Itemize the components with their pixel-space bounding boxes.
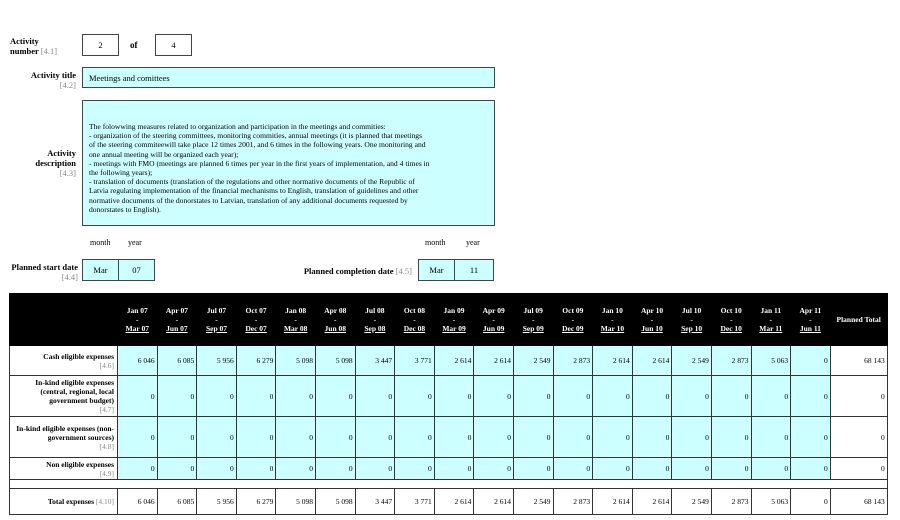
row-label xyxy=(10,458,118,480)
row-label-ref: [4.7] xyxy=(99,405,114,414)
period-header xyxy=(593,294,633,346)
value-cell[interactable]: 2 614 xyxy=(593,346,633,376)
row-label-text: Total expenses xyxy=(47,497,94,506)
period-end: Mar 11 xyxy=(759,324,783,333)
description-line: normative documents of the donorstates to Latvian, translation of any additional documents requested by xyxy=(89,195,408,205)
row-label-text: In-kind eligible expenses (central, regional, local government budget) xyxy=(35,378,114,405)
activity-description-ref: [4.3] xyxy=(59,168,76,178)
value-cell: 2 549 xyxy=(672,489,712,515)
period-start: Jan 09 xyxy=(443,306,465,315)
value-cell: 2 873 xyxy=(711,489,751,515)
value-cell[interactable]: 0 xyxy=(791,417,831,458)
period-end: Sep 08 xyxy=(364,324,386,333)
period-start: Jul 07 xyxy=(206,306,227,315)
row-total-cell: 68 143 xyxy=(830,346,887,376)
value-cell[interactable]: 2 549 xyxy=(672,346,712,376)
spacer-cell xyxy=(10,480,888,489)
completion-year-header: year xyxy=(466,238,480,247)
value-cell[interactable]: 0 xyxy=(751,458,791,480)
activity-number-ref: [4.1] xyxy=(40,46,58,56)
description-line: one annual meeting will be organized each year); xyxy=(89,149,239,159)
period-start: Oct 08 xyxy=(403,306,425,315)
value-cell: 2 614 xyxy=(632,489,672,515)
row-label xyxy=(10,376,118,417)
period-end: Jun 09 xyxy=(482,324,505,333)
value-cell[interactable]: 0 xyxy=(434,458,474,480)
activity-number-total[interactable]: 4 xyxy=(155,34,192,56)
period-separator: - xyxy=(254,315,258,324)
value-cell[interactable]: 0 xyxy=(672,376,712,417)
period-start: Jul 10 xyxy=(681,306,702,315)
value-cell: 6 085 xyxy=(157,489,197,515)
row-label-ref: [4.10] xyxy=(95,497,114,506)
spacer-row xyxy=(10,480,888,489)
planned-completion-month[interactable]: Mar xyxy=(418,259,455,281)
row-label-ref: [4.9] xyxy=(99,468,114,478)
value-cell[interactable]: 3 447 xyxy=(355,346,395,376)
planned-total-header: Planned Total xyxy=(830,294,887,346)
activity-number-label: Activity number [4.1] xyxy=(10,36,58,56)
value-cell[interactable]: 6 279 xyxy=(236,346,276,376)
value-cell[interactable]: 0 xyxy=(791,346,831,376)
planned-completion-ref: [4.5] xyxy=(395,266,412,276)
planned-start-ref: [4.4] xyxy=(61,272,78,282)
value-cell[interactable]: 0 xyxy=(197,458,237,480)
row-total-cell: 68 143 xyxy=(830,489,887,515)
value-cell[interactable]: 0 xyxy=(236,458,276,480)
value-cell[interactable]: 0 xyxy=(553,417,593,458)
value-cell[interactable]: 0 xyxy=(434,376,474,417)
expense-row xyxy=(10,417,888,458)
period-header xyxy=(672,294,712,346)
value-cell[interactable]: 0 xyxy=(276,458,316,480)
value-cell[interactable]: 0 xyxy=(197,376,237,417)
value-cell[interactable]: 5 063 xyxy=(751,346,791,376)
description-line: - organization of the steering committees, monitoring commities, annual meetings (it is planned that meetings xyxy=(89,131,423,141)
period-start: Apr 10 xyxy=(640,306,664,315)
description-text xyxy=(89,122,489,214)
value-cell[interactable]: 2 549 xyxy=(513,346,553,376)
period-end: Jun 10 xyxy=(641,324,663,333)
period-separator: - xyxy=(215,315,218,324)
period-start: Jul 08 xyxy=(365,306,385,315)
period-end: Mar 10 xyxy=(600,324,625,333)
value-cell[interactable]: 0 xyxy=(711,458,751,480)
period-header xyxy=(236,294,276,346)
value-cell[interactable]: 0 xyxy=(593,458,633,480)
activity-title-label: Activity title [4.2] xyxy=(30,70,76,90)
value-cell[interactable]: 0 xyxy=(632,376,672,417)
value-cell[interactable]: 0 xyxy=(632,458,672,480)
period-start: Oct 10 xyxy=(720,306,742,315)
value-cell[interactable]: 0 xyxy=(672,458,712,480)
period-separator: - xyxy=(294,315,297,324)
value-cell: 2 614 xyxy=(474,489,514,515)
value-cell: 5 956 xyxy=(197,489,237,515)
value-cell[interactable]: 0 xyxy=(593,376,633,417)
value-cell[interactable]: 0 xyxy=(632,417,672,458)
period-separator: - xyxy=(571,315,575,324)
period-end: Dec 07 xyxy=(245,324,267,333)
period-separator: - xyxy=(136,315,139,324)
value-cell[interactable]: 0 xyxy=(711,417,751,458)
value-cell: 5 098 xyxy=(315,489,355,515)
row-label-ref: [4.6] xyxy=(99,360,114,370)
value-cell[interactable]: 0 xyxy=(157,458,197,480)
row-total-cell: 0 xyxy=(830,417,887,458)
activity-description-label: Activity description [4.3] xyxy=(35,148,76,178)
value-cell[interactable]: 5 098 xyxy=(276,346,316,376)
expense-row xyxy=(10,346,888,376)
period-start: Jan 07 xyxy=(126,306,148,315)
period-header xyxy=(751,294,791,346)
planned-start-label: Planned start date [4.4] xyxy=(11,262,78,282)
value-cell[interactable]: 0 xyxy=(513,458,553,480)
value-cell[interactable]: 6 085 xyxy=(157,346,197,376)
period-header xyxy=(118,294,158,346)
value-cell: 2 614 xyxy=(593,489,633,515)
row-label xyxy=(10,417,118,458)
value-cell[interactable]: 0 xyxy=(355,417,395,458)
period-header xyxy=(791,294,831,346)
value-cell[interactable]: 0 xyxy=(118,376,158,417)
period-separator: - xyxy=(531,315,535,324)
period-end: Jun 08 xyxy=(324,324,346,333)
period-header xyxy=(434,294,474,346)
row-total-cell: 0 xyxy=(830,376,887,417)
row-label-text: Cash eligible expenses xyxy=(43,351,114,361)
activity-number-of: of xyxy=(130,40,138,50)
value-cell: 6 279 xyxy=(236,489,276,515)
period-header xyxy=(315,294,355,346)
planned-completion-year[interactable]: 11 xyxy=(454,259,494,281)
period-end: Jun 07 xyxy=(166,324,188,333)
value-cell[interactable]: 0 xyxy=(315,417,355,458)
value-cell[interactable]: 2 873 xyxy=(711,346,751,376)
period-header xyxy=(355,294,395,346)
value-cell[interactable]: 0 xyxy=(474,376,514,417)
value-cell[interactable]: 0 xyxy=(315,458,355,480)
value-cell[interactable]: 0 xyxy=(672,417,712,458)
value-cell[interactable]: 0 xyxy=(395,458,435,480)
value-cell[interactable]: 0 xyxy=(751,417,791,458)
value-cell[interactable]: 0 xyxy=(197,417,237,458)
value-cell[interactable]: 0 xyxy=(157,376,197,417)
start-year-header: year xyxy=(128,238,142,247)
completion-month-header: month xyxy=(425,238,446,247)
period-separator: - xyxy=(373,315,377,324)
description-line: The folowwing measures related to organization and participation in the meetings and commities: xyxy=(89,122,386,131)
value-cell[interactable]: 0 xyxy=(791,458,831,480)
period-start: Oct 09 xyxy=(562,306,584,315)
value-cell[interactable]: 0 xyxy=(711,376,751,417)
period-header xyxy=(395,294,435,346)
value-cell: 5 098 xyxy=(276,489,316,515)
expense-row xyxy=(10,376,888,417)
value-cell[interactable]: 0 xyxy=(593,417,633,458)
period-separator: - xyxy=(452,315,456,324)
period-start: Jan 10 xyxy=(601,306,623,315)
value-cell[interactable]: 2 614 xyxy=(434,346,474,376)
period-end: Dec 10 xyxy=(720,324,742,333)
description-line: Latvia regulating implementation of the financial mechanisms to English, translation of guidelines and other xyxy=(89,186,419,196)
value-cell[interactable]: 2 614 xyxy=(474,346,514,376)
period-separator: - xyxy=(492,315,495,324)
header-corner xyxy=(10,294,118,346)
value-cell: 5 063 xyxy=(751,489,791,515)
period-header xyxy=(157,294,197,346)
period-end: Dec 08 xyxy=(403,324,426,333)
period-separator: - xyxy=(769,315,773,324)
period-separator: - xyxy=(809,315,812,324)
value-cell[interactable]: 0 xyxy=(513,417,553,458)
period-header xyxy=(513,294,553,346)
value-cell[interactable]: 0 xyxy=(513,376,553,417)
period-separator: - xyxy=(334,315,337,324)
period-end: Mar 08 xyxy=(283,324,308,333)
row-label-text: In-kind eligible expenses (non-government sources) xyxy=(16,423,114,442)
value-cell: 0 xyxy=(791,489,831,515)
period-end: Dec 09 xyxy=(562,324,584,333)
value-cell: 3 447 xyxy=(355,489,395,515)
value-cell[interactable]: 3 771 xyxy=(395,346,435,376)
value-cell[interactable]: 0 xyxy=(355,458,395,480)
period-header-row xyxy=(10,294,888,346)
value-cell[interactable]: 0 xyxy=(276,376,316,417)
value-cell[interactable]: 0 xyxy=(474,417,514,458)
value-cell[interactable]: 0 xyxy=(395,417,435,458)
period-separator: - xyxy=(690,315,693,324)
activity-title-ref: [4.2] xyxy=(59,80,76,90)
activity-description-field[interactable] xyxy=(82,100,495,226)
period-start: Apr 07 xyxy=(165,306,188,315)
value-cell[interactable]: 6 046 xyxy=(118,346,158,376)
period-header xyxy=(711,294,751,346)
period-separator: - xyxy=(650,315,654,324)
period-separator: - xyxy=(729,315,733,324)
value-cell: 3 771 xyxy=(395,489,435,515)
row-label xyxy=(10,346,118,376)
value-cell[interactable]: 2 873 xyxy=(553,346,593,376)
period-start: Jan 11 xyxy=(760,306,782,315)
value-cell: 2 873 xyxy=(553,489,593,515)
value-cell[interactable]: 0 xyxy=(751,376,791,417)
period-separator: - xyxy=(611,315,614,324)
period-header xyxy=(553,294,593,346)
expenses-table xyxy=(9,293,888,515)
value-cell[interactable]: 0 xyxy=(355,376,395,417)
planned-completion-label: Planned completion date [4.5] xyxy=(303,266,412,276)
planned-start-year[interactable]: 07 xyxy=(118,259,155,281)
value-cell[interactable]: 5 956 xyxy=(197,346,237,376)
period-end: Sep 07 xyxy=(205,324,227,333)
value-cell: 2 549 xyxy=(513,489,553,515)
period-header xyxy=(197,294,237,346)
value-cell[interactable]: 5 098 xyxy=(315,346,355,376)
value-cell[interactable]: 0 xyxy=(236,376,276,417)
expense-row xyxy=(10,458,888,480)
value-cell[interactable]: 0 xyxy=(395,376,435,417)
row-label-text: Non eligible expenses xyxy=(46,459,114,469)
value-cell[interactable]: 2 614 xyxy=(632,346,672,376)
description-line: donorstates to English). xyxy=(89,204,161,214)
activity-title-field[interactable]: Meetings and comittees xyxy=(82,67,495,88)
value-cell[interactable]: 0 xyxy=(157,417,197,458)
row-label-ref: [4.8] xyxy=(99,441,114,451)
period-end: Mar 09 xyxy=(442,324,466,333)
value-cell: 2 614 xyxy=(434,489,474,515)
period-end: Sep 09 xyxy=(522,324,544,333)
value-cell[interactable]: 0 xyxy=(276,417,316,458)
period-start: Apr 11 xyxy=(799,306,822,315)
planned-start-month[interactable]: Mar xyxy=(82,259,119,281)
value-cell[interactable]: 0 xyxy=(791,376,831,417)
period-start: Jan 08 xyxy=(285,306,307,315)
start-month-header: month xyxy=(90,238,111,247)
value-cell[interactable]: 0 xyxy=(474,458,514,480)
row-total-cell: 0 xyxy=(830,458,887,480)
row-label xyxy=(10,489,118,515)
value-cell[interactable]: 0 xyxy=(553,376,593,417)
period-separator: - xyxy=(413,315,416,324)
period-start: Apr 09 xyxy=(482,306,505,315)
period-start: Jul 09 xyxy=(523,306,543,315)
value-cell[interactable]: 0 xyxy=(553,458,593,480)
description-line: - meetings with FMO (meetings are planned 6 times per year in the first years of implementation, and 4 times in xyxy=(89,158,430,168)
value-cell[interactable]: 0 xyxy=(315,376,355,417)
description-line: the following years); xyxy=(89,168,153,178)
activity-number-current[interactable]: 2 xyxy=(82,34,119,56)
description-line: - translation of documents (translation of the regulations and other normative documents of the Republic of xyxy=(89,177,415,187)
period-start: Apr 08 xyxy=(324,306,347,315)
period-header xyxy=(632,294,672,346)
period-end: Jun 11 xyxy=(799,324,821,333)
value-cell: 6 046 xyxy=(118,489,158,515)
value-cell[interactable]: 0 xyxy=(118,458,158,480)
period-separator: - xyxy=(175,315,179,324)
period-header xyxy=(474,294,514,346)
description-line: of the steering commiteewill take place 12 times 2001, and 6 times in the following years. One monitoring and xyxy=(89,140,426,150)
value-cell[interactable]: 0 xyxy=(236,417,276,458)
period-end: Mar 07 xyxy=(125,324,149,333)
period-header xyxy=(276,294,316,346)
value-cell[interactable]: 0 xyxy=(118,417,158,458)
period-end: Sep 10 xyxy=(681,324,703,333)
value-cell[interactable]: 0 xyxy=(434,417,474,458)
total-expenses-row xyxy=(10,489,888,515)
period-start: Oct 07 xyxy=(245,306,267,315)
